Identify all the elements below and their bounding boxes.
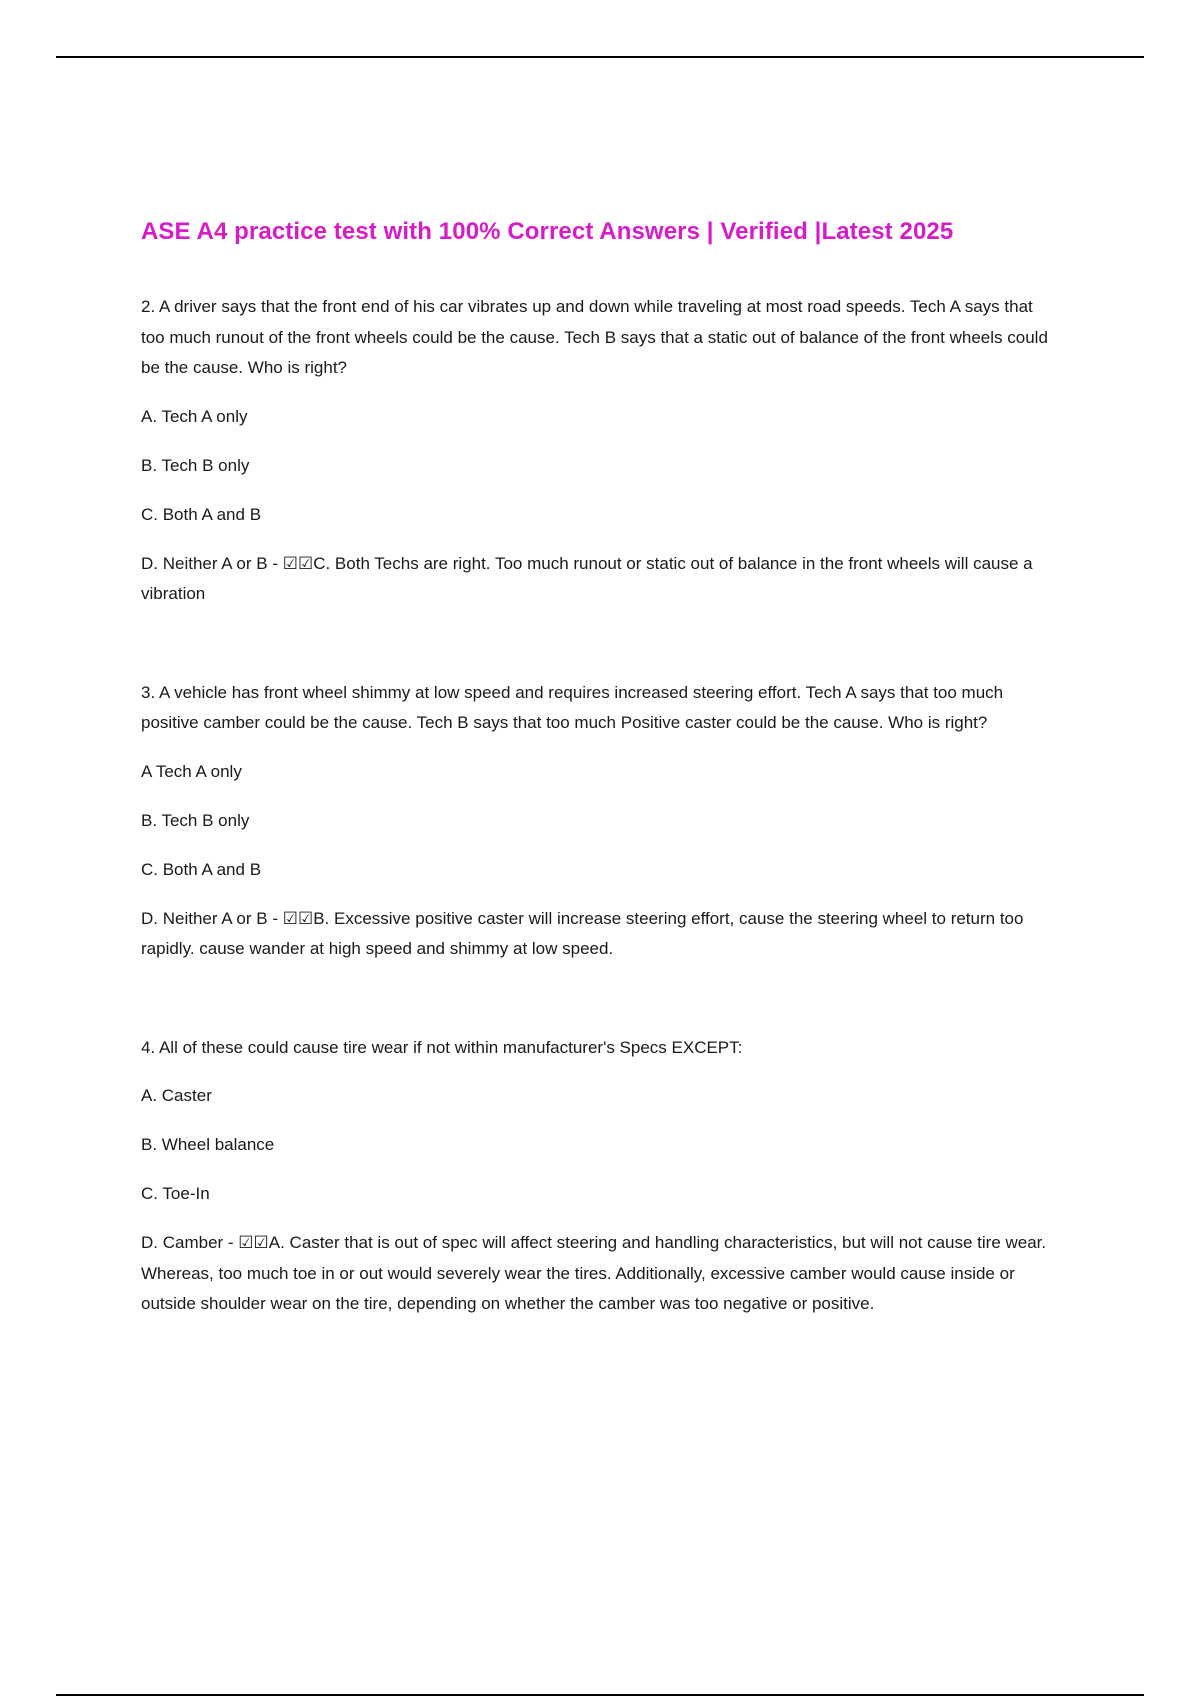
option-b: B. Tech B only <box>141 810 250 830</box>
option-d-answer: D. Neither A or B - ☑☑B. Excessive positive caster will increase steering effort, cause the steering wheel to return too rapidly. cause wander at high speed and shimmy at low speed. <box>141 908 1024 958</box>
document-body <box>141 216 1061 1320</box>
document-title: ASE A4 practice test with 100% Correct Answers | Verified |Latest 2025 <box>141 218 954 245</box>
question-spacer <box>141 610 1061 678</box>
question-3 <box>141 678 1061 965</box>
option-a: A. Tech A only <box>141 406 248 426</box>
option-d-answer: D. Neither A or B - ☑☑C. Both Techs are right. Too much runout or static out of balance in the front wheels will cause a vibration <box>141 553 1033 603</box>
top-rule <box>56 56 1144 58</box>
bottom-rule <box>56 1694 1144 1696</box>
option-d-answer: D. Camber - ☑☑A. Caster that is out of spec will affect steering and handling characteristics, but will not cause tire wear. Whereas, too much toe in or out would severely wear the tires. Additionally, excessive camber would cause inside or outside shoulder wear on the tire, depending on whether the camber was too negative or positive. <box>141 1233 1047 1313</box>
option-a: A Tech A only <box>141 761 242 781</box>
question-text: 4. All of these could cause tire wear if not within manufacturer's Specs EXCEPT: <box>141 1037 743 1057</box>
option-a: A. Caster <box>141 1086 212 1105</box>
option-b: B. Tech B only <box>141 455 250 475</box>
question-spacer <box>141 965 1061 1033</box>
option-c: C. Toe-In <box>141 1184 210 1203</box>
option-c: C. Both A and B <box>141 859 262 879</box>
question-text: 3. A vehicle has front wheel shimmy at low speed and requires increased steering effort. Tech A says that too much positive camber could be the cause. Tech B says that too much Positive caster could be the cause. Who is right? <box>141 682 1004 732</box>
option-c: C. Both A and B <box>141 504 262 524</box>
option-b: B. Wheel balance <box>141 1135 275 1154</box>
question-2 <box>141 292 1061 610</box>
question-4 <box>141 1033 1061 1320</box>
question-text: 2. A driver says that the front end of his car vibrates up and down while traveling at most road speeds. Tech A says that too much runout of the front wheels could be the cause. Tech B says that a static out of balance of the front wheels could be the cause. Who is right? <box>141 297 1048 377</box>
